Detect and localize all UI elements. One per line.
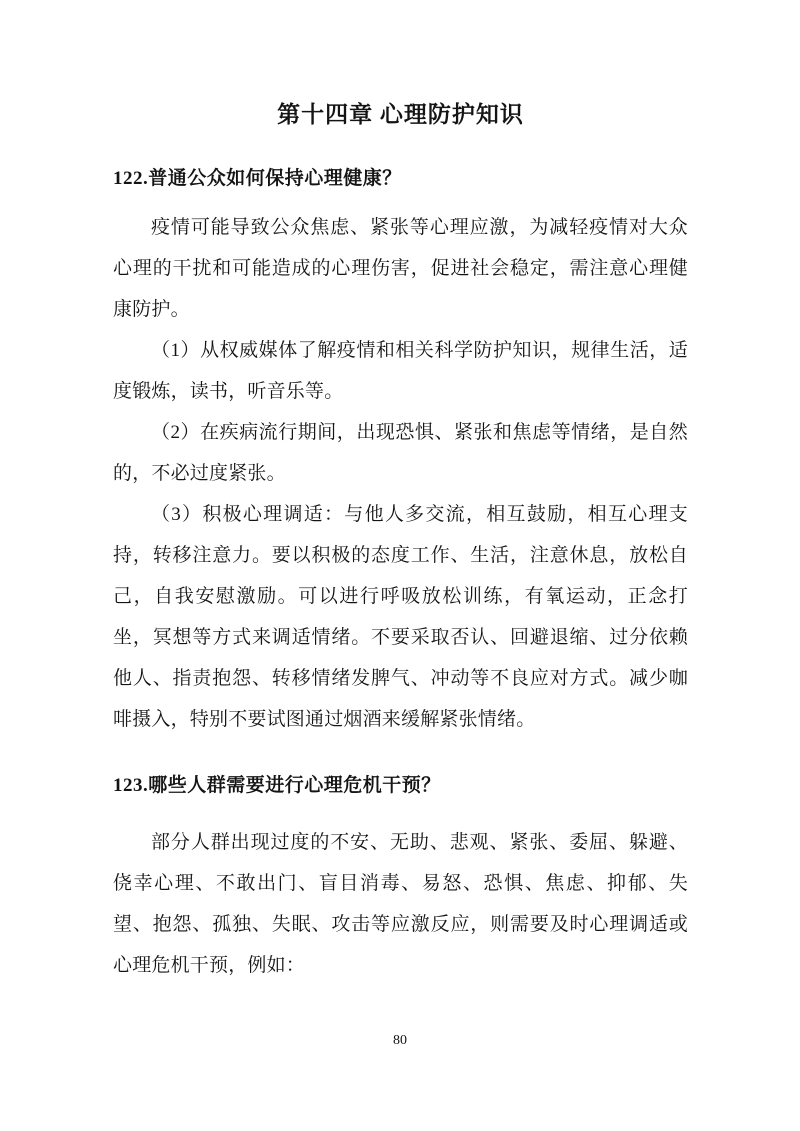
- chapter-title: 第十四章 心理防护知识: [277, 102, 524, 127]
- question-heading-123: 123.哪些人群需要进行心理危机干预？: [113, 775, 441, 796]
- paragraph: （1）从权威媒体了解疫情和相关科学防护知识，规律生活，适度锻炼，读书，听音乐等。: [113, 340, 688, 402]
- section-question-123: [113, 774, 688, 986]
- page-number: 80: [393, 1033, 407, 1048]
- paragraph: 疫情可能导致公众焦虑、紧张等心理应激，为减轻疫情对大众心理的干扰和可能造成的心理伤害，促进社会稳定，需注意心理健康防护。: [113, 217, 688, 320]
- paragraph: （2）在疾病流行期间，出现恐惧、紧张和焦虑等情绪，是自然的，不必过度紧张。: [113, 422, 688, 484]
- section-question-122: [113, 167, 688, 740]
- paragraph: （3）积极心理调适：与他人多交流，相互鼓励，相互心理支持，转移注意力。要以积极的态度工作、生活，注意休息，放松自己，自我安慰激励。可以进行呼吸放松训练，有氧运动，正念打坐，冥想等方式来调适情绪。不要采取否认、回避退缩、过分依赖他人、指责抱怨、转移情绪发脾气、冲动等不良应对方式。减少咖啡摄入，特别不要试图通过烟酒来缓解紧张情绪。: [113, 504, 688, 730]
- question-heading-122: 122.普通公众如何保持心理健康？: [113, 168, 402, 189]
- paragraph: 部分人群出现过度的不安、无助、悲观、紧张、委屈、躲避、侥幸心理、不敢出门、盲目消毒、易怒、恐惧、焦虑、抑郁、失望、抱怨、孤独、失眠、攻击等应激反应，则需要及时心理调适或心理危机干预，例如：: [113, 832, 688, 976]
